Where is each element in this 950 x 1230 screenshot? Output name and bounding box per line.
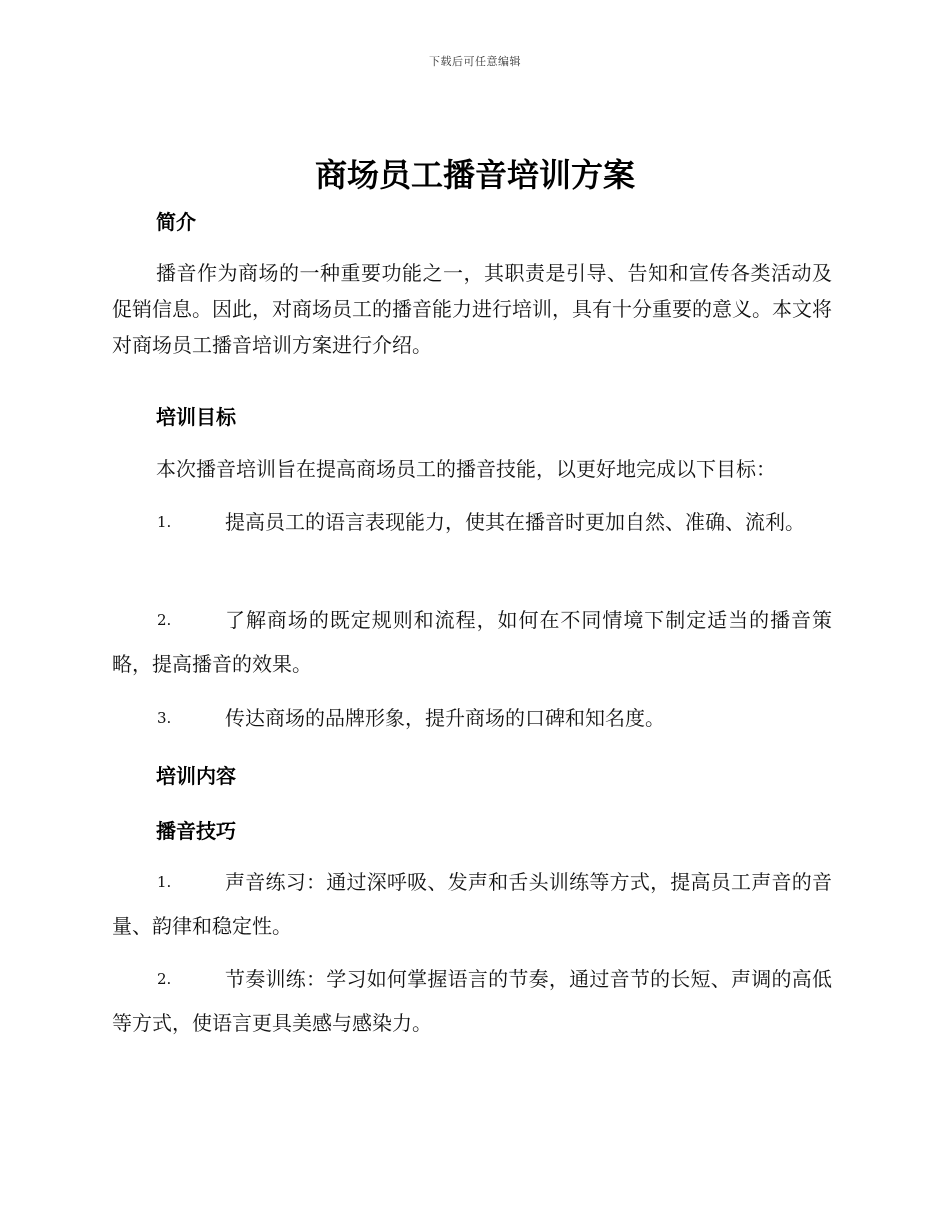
goals-list-item-2	[112, 598, 832, 686]
list-item-text: 声音练习：通过深呼吸、发声和舌头训练等方式，提高员工声音的音量、韵律和稳定性。	[112, 870, 832, 938]
goals-list-item-1	[112, 500, 832, 544]
section-heading-goals: 培训目标	[156, 405, 236, 429]
goals-paragraph: 本次播音培训旨在提高商场员工的播音技能，以更好地完成以下目标：	[156, 457, 776, 481]
section-heading-skills: 播音技巧	[156, 819, 236, 843]
list-item-text: 了解商场的既定规则和流程，如何在不同情境下制定适当的播音策略，提高播音的效果。	[112, 608, 832, 676]
section-heading-intro: 简介	[156, 210, 196, 234]
document-title: 商场员工播音培训方案	[314, 156, 635, 194]
goals-list-item-3	[112, 696, 832, 740]
section-heading-content: 培训内容	[156, 764, 236, 788]
skills-list-item-2	[112, 957, 832, 1045]
list-number: 2.	[157, 611, 172, 629]
intro-paragraph: 播音作为商场的一种重要功能之一，其职责是引导、告知和宣传各类活动及促销信息。因此，对商场员工的播音能力进行培训，具有十分重要的意义。本文将对商场员工播音培训方案进行介绍。	[112, 261, 832, 357]
page-header: 下载后可任意编辑	[429, 55, 521, 68]
list-number: 3.	[157, 709, 172, 727]
list-item-text: 传达商场的品牌形象，提升商场的口碑和知名度。	[225, 706, 665, 730]
skills-list-item-1	[112, 860, 832, 948]
list-number: 1.	[157, 873, 172, 891]
list-item-text: 提高员工的语言表现能力，使其在播音时更加自然、准确、流利。	[225, 510, 805, 534]
list-item-text: 节奏训练：学习如何掌握语言的节奏，通过音节的长短、声调的高低等方式，使语言更具美感与感染力。	[112, 967, 832, 1035]
list-number: 1.	[157, 513, 172, 531]
list-number: 2.	[157, 970, 172, 988]
